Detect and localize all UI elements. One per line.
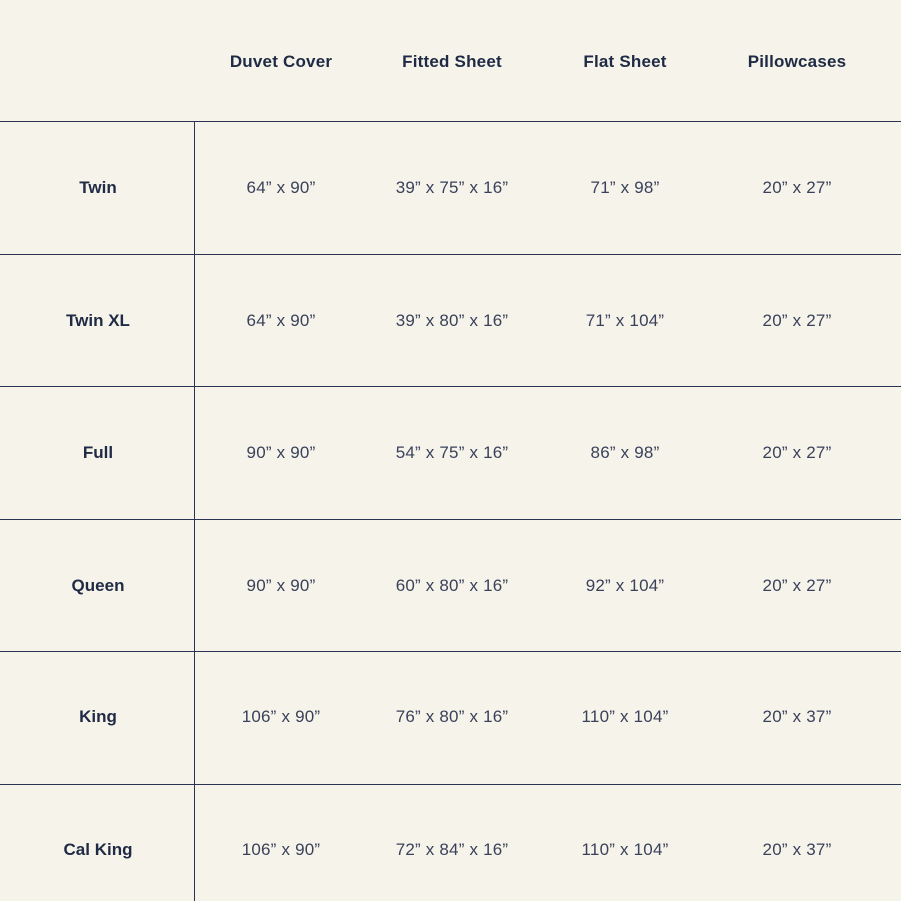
row-divider [0, 254, 901, 255]
table-header-row [0, 0, 901, 122]
cell-duvet-cover: 90” x 90” [246, 443, 316, 462]
row-label-full: Full [82, 443, 114, 462]
table-row [0, 705, 901, 729]
cell-duvet-cover: 64” x 90” [246, 311, 316, 330]
cell-fitted-sheet: 72” x 84” x 16” [395, 840, 509, 859]
column-header-fitted-sheet: Fitted Sheet [402, 52, 502, 71]
row-divider [0, 121, 901, 122]
row-divider [0, 784, 901, 785]
row-label-twin-xl: Twin XL [66, 311, 130, 330]
row-label-twin: Twin [79, 178, 117, 197]
cell-duvet-cover: 106” x 90” [241, 840, 321, 859]
cell-pillowcases: 20” x 27” [762, 178, 832, 197]
column-header-pillowcases: Pillowcases [747, 52, 847, 71]
cell-flat-sheet: 86” x 98” [590, 443, 660, 462]
cell-fitted-sheet: 54” x 75” x 16” [395, 443, 509, 462]
cell-pillowcases: 20” x 37” [762, 840, 832, 859]
cell-duvet-cover: 64” x 90” [246, 178, 316, 197]
table-row [0, 309, 901, 333]
table-row [0, 441, 901, 465]
table-row [0, 838, 901, 862]
cell-flat-sheet: 110” x 104” [581, 840, 669, 859]
row-divider [0, 651, 901, 652]
row-divider [0, 519, 901, 520]
cell-flat-sheet: 92” x 104” [585, 576, 665, 595]
cell-pillowcases: 20” x 37” [762, 707, 832, 726]
column-header-duvet-cover: Duvet Cover [229, 52, 333, 71]
cell-fitted-sheet: 39” x 75” x 16” [395, 178, 509, 197]
cell-fitted-sheet: 39” x 80” x 16” [395, 311, 509, 330]
table-row [0, 176, 901, 200]
row-divider [0, 386, 901, 387]
label-column-divider [194, 122, 195, 901]
table-row [0, 574, 901, 598]
row-label-cal-king: Cal King [63, 840, 133, 859]
cell-pillowcases: 20” x 27” [762, 443, 832, 462]
cell-pillowcases: 20” x 27” [762, 311, 832, 330]
row-label-queen: Queen [71, 576, 125, 595]
column-header-flat-sheet: Flat Sheet [583, 52, 667, 71]
cell-flat-sheet: 110” x 104” [581, 707, 669, 726]
cell-fitted-sheet: 60” x 80” x 16” [395, 576, 509, 595]
cell-flat-sheet: 71” x 104” [585, 311, 665, 330]
cell-duvet-cover: 90” x 90” [246, 576, 316, 595]
cell-fitted-sheet: 76” x 80” x 16” [395, 707, 509, 726]
cell-pillowcases: 20” x 27” [762, 576, 832, 595]
cell-flat-sheet: 71” x 98” [590, 178, 660, 197]
row-label-king: King [79, 707, 117, 726]
cell-duvet-cover: 106” x 90” [241, 707, 321, 726]
